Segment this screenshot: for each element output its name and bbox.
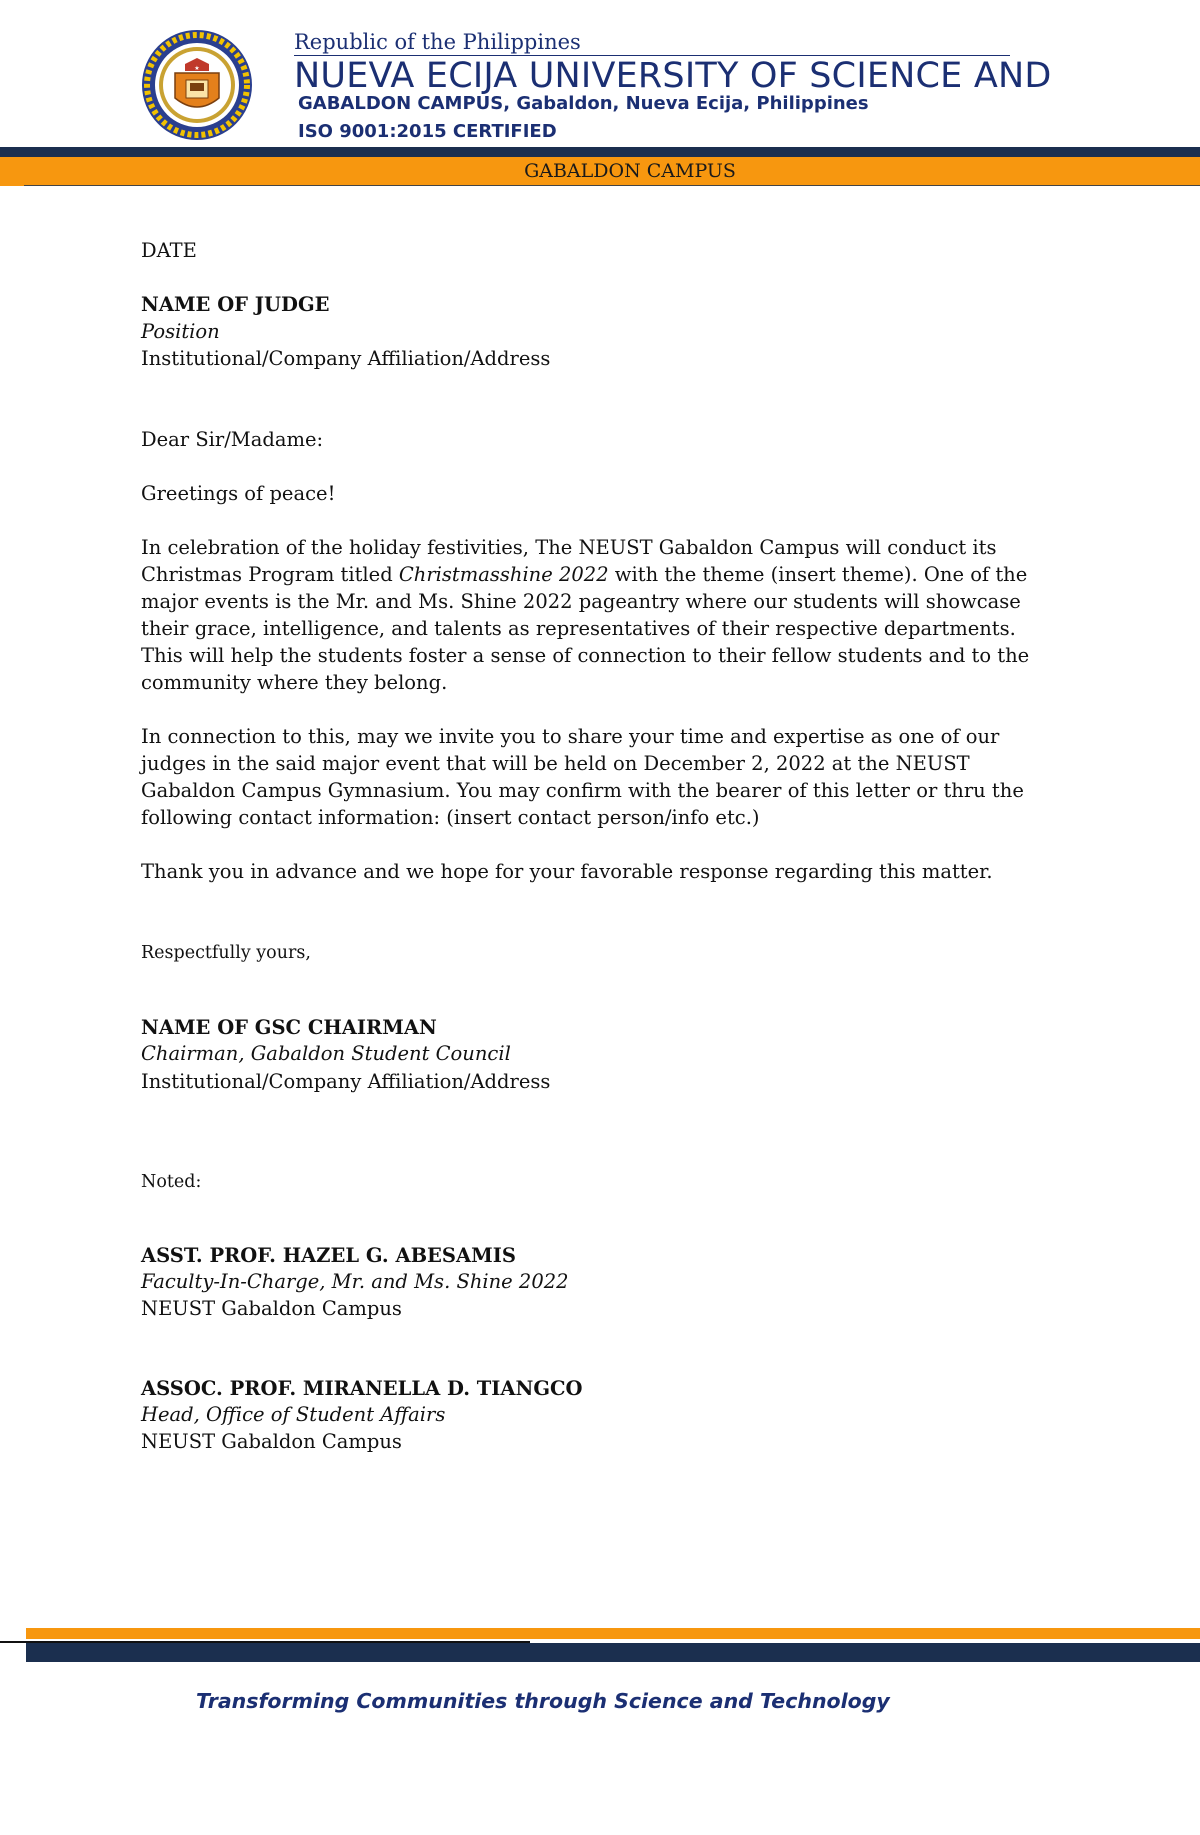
footer-rule bbox=[0, 1641, 530, 1643]
program-title: Christmasshine 2022 bbox=[398, 563, 609, 586]
signatory-name: NAME OF GSC CHAIRMAN bbox=[141, 1016, 437, 1039]
paragraph-3: Thank you in advance and we hope for your favorable response regarding this matter. bbox=[141, 860, 993, 883]
iso-certification: ISO 9001:2015 CERTIFIED bbox=[298, 121, 557, 142]
footer-tagline: Transforming Communities through Science and Technology bbox=[196, 1689, 890, 1713]
recipient-affiliation: Institutional/Company Affiliation/Address bbox=[141, 347, 551, 370]
noted-1-name: ASST. PROF. HAZEL G. ABESAMIS bbox=[141, 1244, 516, 1267]
university-name: NUEVA ECIJA UNIVERSITY OF SCIENCE AND bbox=[294, 56, 1052, 96]
paragraph-1-text-b: with the theme (insert theme). One of the major events is the Mr. and Ms. Shine 2022 pageantry where our students will showcase their grace, intelligence, and talents as representatives of their respective departments. This will help the students foster a sense of connection to their fellow students and to the community where they belong. bbox=[141, 563, 1030, 694]
signatory-affiliation: Institutional/Company Affiliation/Address bbox=[141, 1070, 551, 1093]
paragraph-1-text-a: In celebration of the holiday festivities, The NEUST Gabaldon Campus will conduct its Christmas Program titled bbox=[141, 536, 997, 586]
band-underline bbox=[24, 185, 1200, 186]
signatory-title: Chairman, Gabaldon Student Council bbox=[141, 1042, 511, 1065]
paragraph-2: In connection to this, may we invite you to share your time and expertise as one of our judges in the said major event that will be held on December 2, 2022 at the NEUST Gabaldon Campus Gymnasium. You may confirm with the bearer of this letter or thru the following contact information: (insert contact person/info etc.) bbox=[141, 725, 1024, 829]
greeting: Greetings of peace! bbox=[141, 482, 336, 505]
closing: Respectfully yours, bbox=[141, 943, 311, 963]
footer-navy-band bbox=[26, 1643, 1200, 1662]
noted-2-office: NEUST Gabaldon Campus bbox=[141, 1430, 402, 1453]
paragraph-1 bbox=[141, 534, 1061, 696]
noted-2-title: Head, Office of Student Affairs bbox=[141, 1403, 446, 1426]
noted-1-office: NEUST Gabaldon Campus bbox=[141, 1297, 402, 1320]
svg-text:★: ★ bbox=[194, 65, 200, 72]
salutation: Dear Sir/Madame: bbox=[141, 428, 324, 451]
letter-date: DATE bbox=[141, 239, 197, 262]
republic-line: Republic of the Philippines bbox=[294, 30, 581, 54]
recipient-name: NAME OF JUDGE bbox=[141, 293, 330, 316]
university-seal-logo bbox=[140, 28, 254, 142]
noted-2-name: ASSOC. PROF. MIRANELLA D. TIANGCO bbox=[141, 1377, 583, 1400]
header-navy-band bbox=[0, 147, 1200, 157]
footer-orange-band bbox=[26, 1628, 1200, 1639]
recipient-position: Position bbox=[141, 320, 220, 343]
campus-address: GABALDON CAMPUS, Gabaldon, Nueva Ecija, Philippines bbox=[298, 93, 869, 114]
noted-1-title: Faculty-In-Charge, Mr. and Ms. Shine 2022 bbox=[141, 1270, 569, 1293]
noted-label: Noted: bbox=[141, 1172, 202, 1192]
campus-band-title: GABALDON CAMPUS bbox=[524, 160, 736, 182]
